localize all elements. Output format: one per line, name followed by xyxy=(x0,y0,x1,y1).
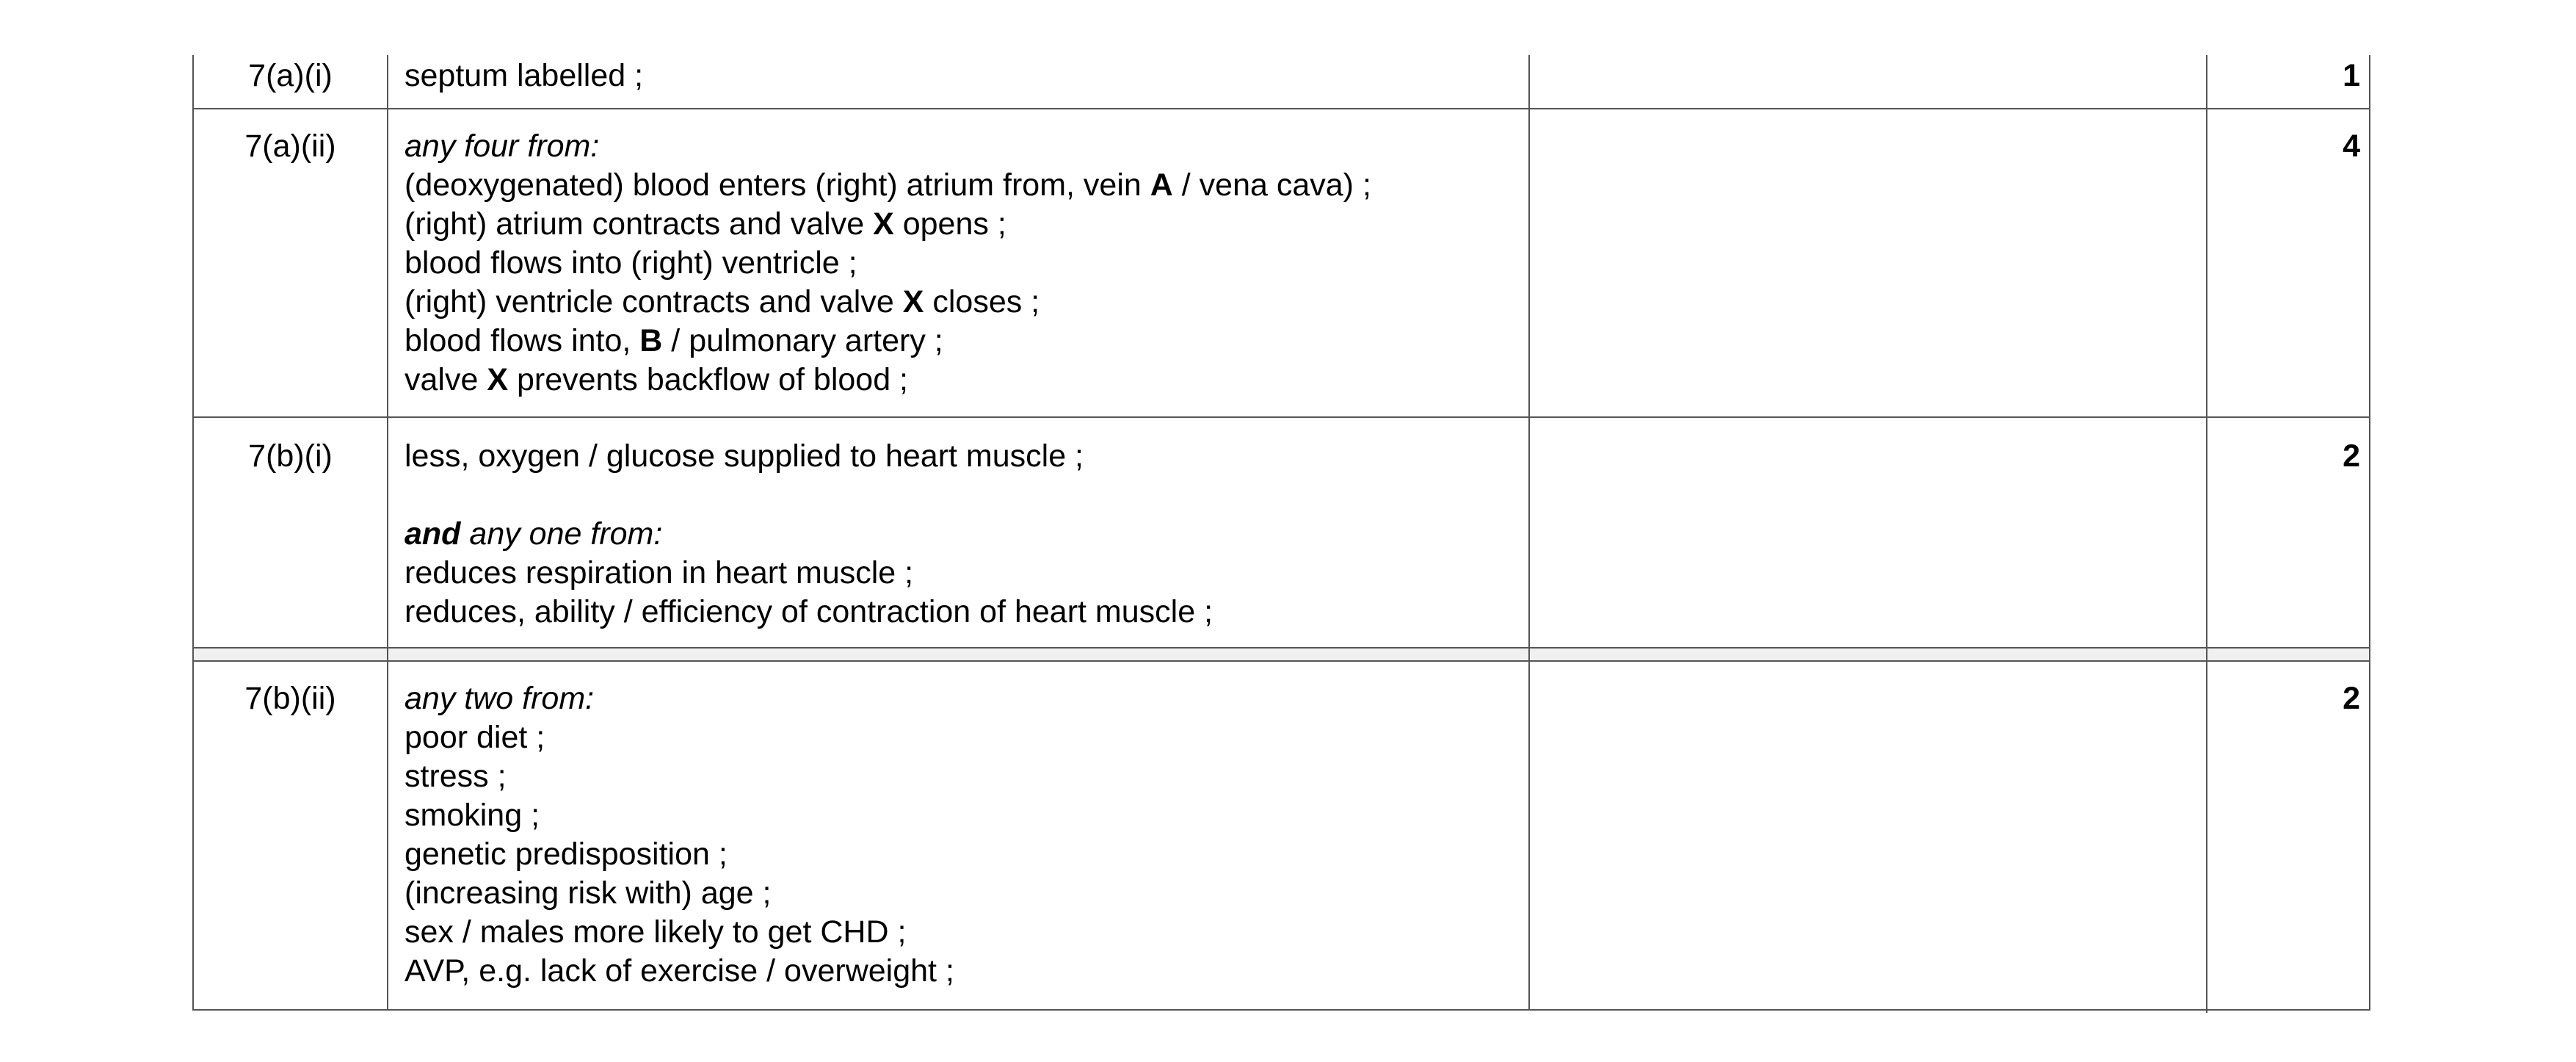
answer-intro: any four from: xyxy=(404,129,600,164)
answer-cell xyxy=(388,109,1529,417)
label-letter: B xyxy=(639,323,663,358)
answer-cell xyxy=(388,55,1529,109)
question-number: 7(a)(i) xyxy=(193,55,388,109)
marks-value: 1 xyxy=(1529,55,2370,109)
answer-line: genetic predisposition ; xyxy=(404,837,728,872)
marks-value: 2 xyxy=(1529,417,2370,648)
answer-line: reduces, ability / efficiency of contraction of heart muscle ; xyxy=(404,594,1213,629)
answer-intro: and any one from: xyxy=(404,516,663,552)
answer-cell xyxy=(388,661,1529,1010)
answer-line: stress ; xyxy=(404,759,507,794)
mark-scheme-sheet xyxy=(192,55,2369,1011)
answer-line: blood flows into, B / pulmonary artery ; xyxy=(404,323,943,358)
answer-line: valve X prevents backflow of blood ; xyxy=(404,362,909,397)
answer-line: (increasing risk with) age ; xyxy=(404,875,772,911)
answer-intro: any two from: xyxy=(404,681,595,716)
and-keyword: and xyxy=(404,516,461,552)
table-row xyxy=(193,661,2370,1010)
answer-line: septum labelled ; xyxy=(404,58,644,93)
answer-line: reduces respiration in heart muscle ; xyxy=(404,555,914,590)
table-row xyxy=(193,109,2370,417)
marks-column-divider xyxy=(2206,55,2207,1013)
answer-line: poor diet ; xyxy=(404,720,545,755)
answer-line: (right) atrium contracts and valve X opens ; xyxy=(404,206,1006,242)
answer-line: less, oxygen / glucose supplied to heart muscle ; xyxy=(404,438,1084,474)
answer-cell xyxy=(388,417,1529,648)
label-letter: A xyxy=(1150,167,1173,203)
question-number: 7(b)(i) xyxy=(193,417,388,648)
answer-line: AVP, e.g. lack of exercise / overweight ; xyxy=(404,953,954,989)
marks-value: 4 xyxy=(1529,109,2370,417)
answer-line: blood flows into (right) ventricle ; xyxy=(404,245,857,281)
answer-line: (right) ventricle contracts and valve X closes ; xyxy=(404,284,1040,319)
label-letter: X xyxy=(902,284,924,319)
question-number: 7(a)(ii) xyxy=(193,109,388,417)
answer-line: smoking ; xyxy=(404,798,540,833)
table-row xyxy=(193,417,2370,648)
row-separator xyxy=(193,648,2370,661)
answer-line: (deoxygenated) blood enters (right) atrium from, vein A / vena cava) ; xyxy=(404,167,1371,203)
table-row xyxy=(193,55,2370,109)
mark-scheme-table xyxy=(192,55,2370,1011)
question-number: 7(b)(ii) xyxy=(193,661,388,1010)
marks-value: 2 xyxy=(1529,661,2370,1010)
label-letter: X xyxy=(873,206,894,242)
label-letter: X xyxy=(487,362,509,397)
answer-line: sex / males more likely to get CHD ; xyxy=(404,914,907,950)
